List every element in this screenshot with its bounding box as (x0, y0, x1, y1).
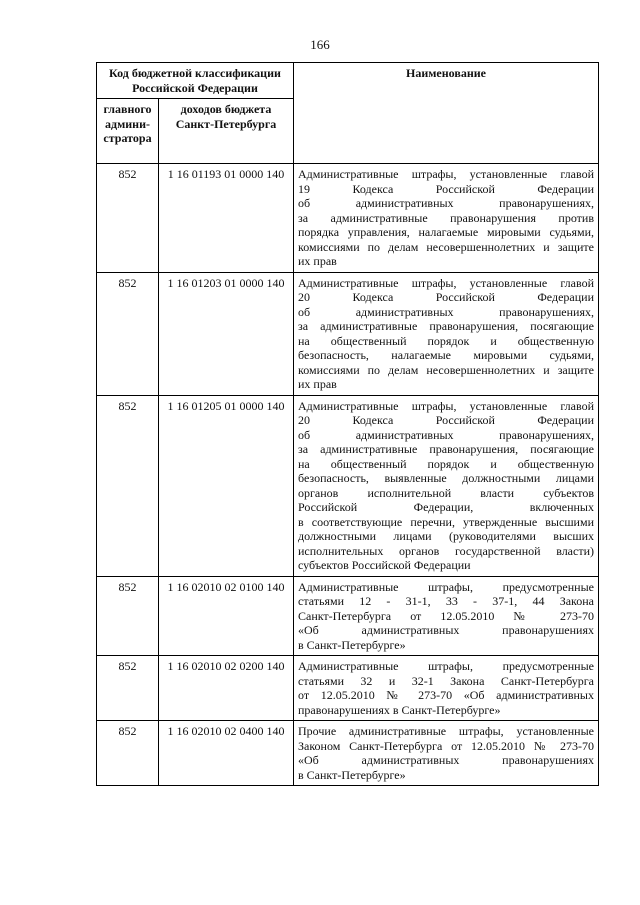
admin-code-cell: 852 (97, 395, 159, 576)
description-line: органов исполнительной власти субъектов (298, 485, 594, 500)
description-line: комиссиями по делам несовершеннолетних и защите (298, 362, 594, 377)
revenue-code-cell: 1 16 01193 01 0000 140 (159, 164, 294, 273)
header-group-title: Код бюджетной классификации Российской Федерации (97, 63, 294, 99)
description-cell (294, 395, 599, 576)
description-cell (294, 576, 599, 656)
table-row (97, 272, 599, 395)
description-line: об административных правонарушениях, (298, 196, 594, 210)
table-row (97, 721, 599, 786)
description-line: в Санкт-Петербурге» (298, 637, 406, 652)
description-cell (294, 721, 599, 786)
header-name: Наименование (294, 63, 599, 164)
description-line: статьями 12 - 31-1, 33 - 37-1, 44 Закона (298, 594, 594, 608)
admin-code-cell: 852 (97, 576, 159, 656)
description-line: комиссиями по делам несовершеннолетних и защите (298, 239, 594, 254)
description-line: правонарушениях в Санкт-Петербурге» (298, 702, 501, 717)
description-line: субъектов Российской Федерации (298, 558, 471, 572)
description-line: Российской Федерации, включенных (298, 500, 594, 514)
header-admin: главного админи-стратора (97, 99, 159, 164)
description-line: Прочие административные штрафы, установленные (298, 724, 594, 738)
table-row (97, 164, 599, 273)
admin-code-cell: 852 (97, 164, 159, 273)
description-cell (294, 656, 599, 721)
description-cell (294, 272, 599, 395)
description-line: Административные штрафы, установленные главой (298, 167, 594, 181)
page-number: 166 (310, 37, 330, 52)
description-line: должностными лицами (руководителями высших (298, 529, 594, 543)
description-line: «Об административных правонарушениях (298, 623, 594, 637)
description-line: безопасность, налагаемые мировыми судьями, (298, 348, 594, 362)
description-line: 19 Кодекса Российской Федерации (298, 181, 594, 196)
description-line: их прав (298, 254, 337, 268)
description-line: за административные правонарушения, посягающие (298, 319, 594, 333)
description-line: за административные правонарушения, посягающие (298, 442, 594, 456)
description-line: об административных правонарушениях, (298, 427, 594, 442)
table-row (97, 576, 599, 656)
description-line: Административные штрафы, предусмотренные (298, 579, 594, 594)
description-line: Санкт-Петербурга от 12.05.2010 № 273-70 (298, 608, 594, 623)
description-line: «Об административных правонарушениях (298, 753, 594, 767)
description-line: безопасность, выявленные должностными лицами (298, 471, 594, 485)
description-line: в соответствующие перечни, утвержденные высшими (298, 514, 594, 529)
description-line: на общественный порядок и общественную (298, 333, 594, 348)
description-line: 20 Кодекса Российской Федерации (298, 290, 594, 304)
budget-classification-table (96, 62, 599, 786)
table-row (97, 395, 599, 576)
description-line: статьями 32 и 32-1 Закона Санкт-Петербурга (298, 673, 594, 688)
admin-code-cell: 852 (97, 272, 159, 395)
description-line: на общественный порядок и общественную (298, 456, 594, 471)
description-line: 20 Кодекса Российской Федерации (298, 413, 594, 427)
description-line: исполнительных органов государственной власти) (298, 543, 594, 558)
revenue-code-cell: 1 16 02010 02 0400 140 (159, 721, 294, 786)
revenue-code-cell: 1 16 01205 01 0000 140 (159, 395, 294, 576)
table-row (97, 656, 599, 721)
revenue-code-cell: 1 16 02010 02 0200 140 (159, 656, 294, 721)
description-line: Законом Санкт-Петербурга от 12.05.2010 № 273-70 (298, 738, 594, 753)
revenue-code-cell: 1 16 01203 01 0000 140 (159, 272, 294, 395)
admin-code-cell: 852 (97, 721, 159, 786)
description-line: об административных правонарушениях, (298, 304, 594, 319)
description-line: Административные штрафы, установленные главой (298, 275, 594, 290)
description-line: Административные штрафы, установленные главой (298, 398, 594, 413)
header-revenue: доходов бюджета Санкт-Петербурга (159, 99, 294, 164)
admin-code-cell: 852 (97, 656, 159, 721)
description-line: в Санкт-Петербурге» (298, 767, 406, 782)
revenue-code-cell: 1 16 02010 02 0100 140 (159, 576, 294, 656)
description-line: Административные штрафы, предусмотренные (298, 659, 594, 673)
table-body (97, 164, 599, 786)
description-line: за административные правонарушения против (298, 210, 594, 225)
description-line: порядка управления, налагаемые мировыми судьями, (298, 225, 594, 239)
description-line: их прав (298, 377, 337, 391)
description-cell (294, 164, 599, 273)
description-line: от 12.05.2010 № 273-70 «Об административных (298, 688, 594, 702)
